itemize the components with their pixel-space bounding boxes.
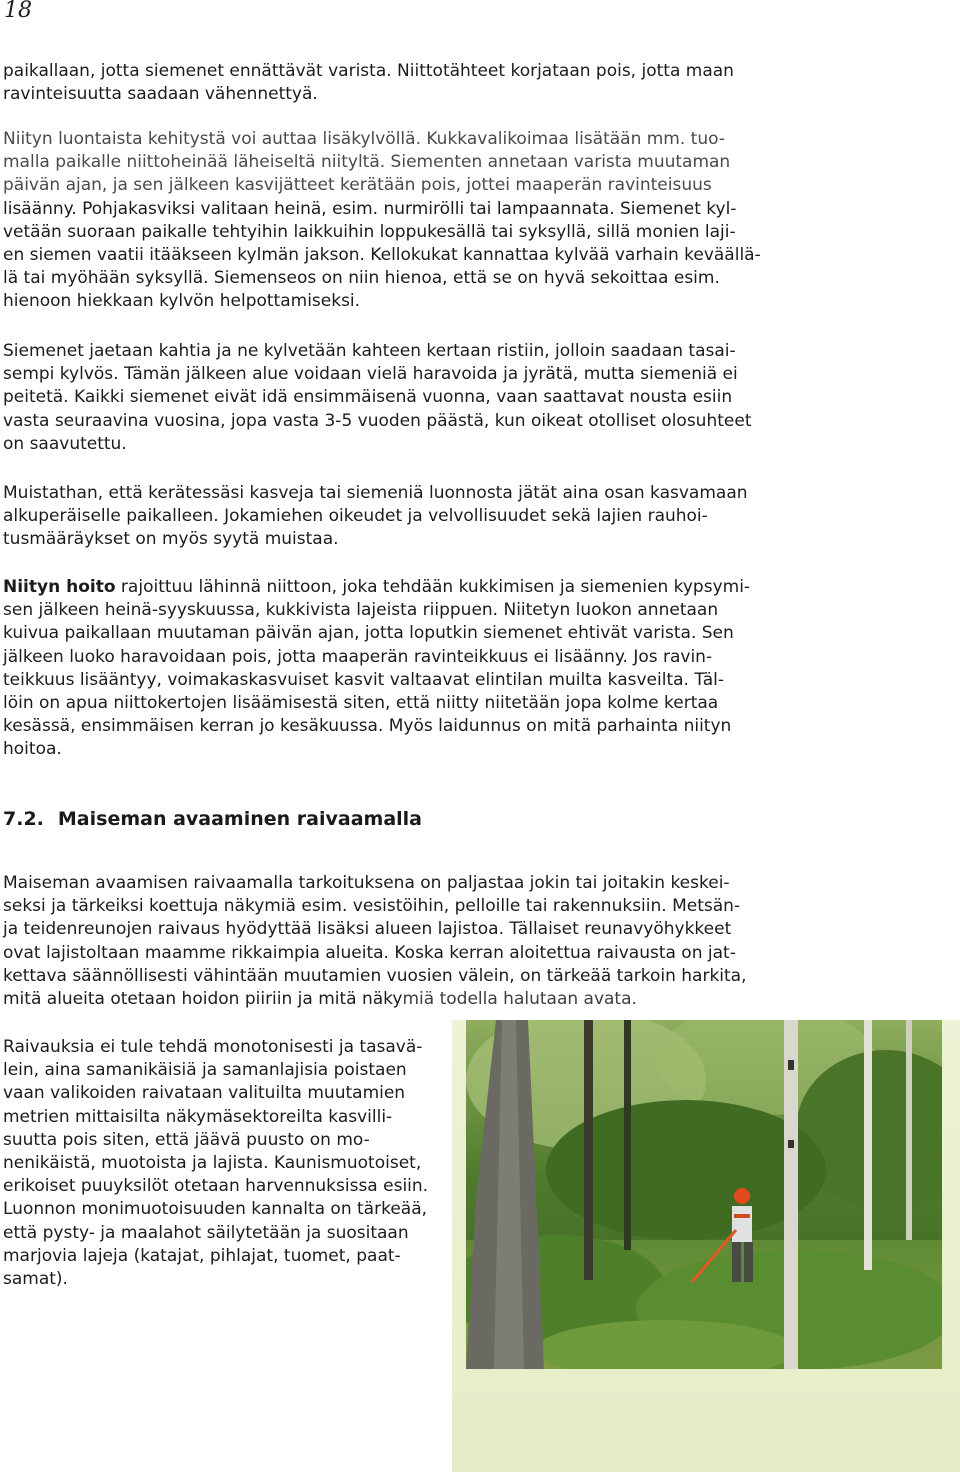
text-line: suutta pois siten, että jäävä puusto on mo- [3,1129,370,1150]
text-line: Niityn luontaista kehitystä voi auttaa lisäkylvöllä. Kukkavalikoimaa lisätään mm. tuo- [3,129,725,149]
section-heading [3,808,422,830]
paragraph-meadow-care [3,576,750,762]
text-line: sempi kylvös. Tämän jälkeen alue voidaan vielä haravoida ja jyrätä, mutta siemeniä ei [3,364,738,385]
text-line: vaan valikoiden raivataan valituilta muutamien [3,1083,406,1104]
text-run: miä todella halutaan avata. [402,989,637,1010]
forest-clearing-photo [466,1020,942,1369]
text-line: Maiseman avaamisen raivaamalla tarkoituksena on paljastaa jokin tai joitakin keskei- [3,873,730,893]
text-line [3,576,750,599]
page-number: 18 [4,0,32,23]
paragraph-clearing-guidelines [3,1036,428,1291]
text-run: rajoittuu lähinnä niittoon, joka tehdään kukkimisen ja siemenien kypsymi- [115,577,751,597]
section-title: Maiseman avaaminen raivaamalla [57,808,422,830]
paragraph-landscape-opening [3,872,747,1011]
text-line: lein, aina samanikäisiä ja samanlajisia poistaen [3,1060,407,1081]
text-line: malla paikalle niittoheinää läheiseltä niityltä. Siementen annetaan varista muutaman [3,152,731,173]
text-line: peitetä. Kaikki siemenet eivät idä ensimmäisenä vuonna, vaan saattavat nousta esiin [3,387,733,408]
text-line: teikkuus lisääntyy, voimakaskasvuiset kasvit valtaavat elintilan muilta kasveilta. Täl- [3,669,725,690]
text-line: löin on apua niittokertojen lisäämisestä siten, että niitty niitetään jopa kolme kertaa [3,693,719,714]
section-number: 7.2. [3,808,44,830]
bold-term: Niityn hoito [3,577,116,597]
text-line: vetään suoraan paikalle tehtyihin laikkuihin loppukesällä tai syksyllä, sillä monien laji- [3,221,736,242]
text-line: lä tai myöhään syksyllä. Siemenseos on niin hienoa, että se on hyvä sekoittaa esim. [3,268,720,289]
text-line: kettava säännöllisesti vähintään muutamien vuosien välein, on tärkeää tarkoin harkita, [3,965,747,986]
text-line: päivän ajan, ja sen jälkeen kasvijätteet kerätään pois, jottei maaperän ravinteisuus [3,175,712,196]
text-line: Raivauksia ei tule tehdä monotonisesti ja tasavä- [3,1037,423,1057]
paragraph-sowing-method [3,340,751,456]
text-line: alkuperäiselle paikalleen. Jokamiehen oikeudet ja velvollisuudet sekä lajien rauhoi- [3,506,708,527]
text-line: hoitoa. [3,739,62,760]
text-line: on saavutettu. [3,433,127,454]
text-line: metrien mittaisilta näkymäsektoreilta kasvilli- [3,1106,393,1127]
text-line: Muistathan, että kerätessäsi kasveja tai siemeniä luonnosta jätät aina osan kasvamaan [3,483,748,503]
text-line: marjovia lajeja (katajat, pihlajat, tuomet, paat- [3,1245,401,1266]
paragraph-seed-drying [3,60,734,106]
paragraph-supplementary-sowing [3,128,761,314]
text-line: nenikäistä, muotoista ja lajista. Kaunismuotoiset, [3,1153,422,1174]
text-line: Luonnon monimuotoisuuden kannalta on tärkeää, [3,1199,428,1220]
text-line: ravinteisuutta saadaan vähennettyä. [3,84,318,105]
text-line: paikallaan, jotta siemenet ennättävät varista. Niittotähteet korjataan pois, jotta maan [3,61,734,81]
text-line: ja teidenreunojen raivaus hyödyttää lisäksi alueen lajistoa. Tällaiset reunavyöhykkeet [3,919,732,940]
text-line: vasta seuraavina vuosina, jopa vasta 3-5 vuoden päästä, kun oikeat otolliset olosuhteet [3,410,752,431]
text-line: jälkeen luoko haravoidaan pois, jotta maaperän ravinteikkuus ei lisäänny. Jos ravin- [3,646,713,667]
text-line: lisäänny. Pohjakasviksi valitaan heinä, esim. nurmirölli tai lampaannata. Siemenet kyl- [3,198,737,219]
paragraph-collecting-reminder [3,482,748,552]
text-line: kesässä, ensimmäisen kerran jo kesäkuussa. Myös laidunnus on mitä parhainta niityn [3,716,732,737]
text-line: en siemen vaatii itääkseen kylmän jakson. Kellokukat kannattaa kylvää varhain keväällä- [3,245,761,266]
text-line: tusmääräykset on myös syytä muistaa. [3,529,339,550]
text-line: samat). [3,1269,68,1290]
text-line: ovat lajistoltaan maamme rikkaimpia alueita. Koska kerran aloitettua raivausta on jat- [3,942,736,963]
text-line [3,988,747,1011]
text-run: mitä alueita otetaan hoidon piiriin ja mitä näky [3,989,403,1010]
text-line: seksi ja tärkeiksi koettuja näkymiä esim. vesistöihin, pelloille tai rakennuksiin. Metsän- [3,896,741,917]
text-line: sen jälkeen heinä-syyskuussa, kukkivista lajeista riippuen. Niitetyn luokon annetaan [3,600,719,621]
text-line: Siemenet jaetaan kahtia ja ne kylvetään kahteen kertaan ristiin, jolloin saadaan tasai- [3,341,736,361]
text-line: erikoiset puuyksilöt otetaan harvennuksissa esiin. [3,1176,429,1197]
text-line: kuivua paikallaan muutaman päivän ajan, jotta loputkin siemenet ehtivät varista. Sen [3,623,734,644]
text-line: hienoon hiekkaan kylvön helpottamiseksi. [3,291,361,312]
text-line: että pysty- ja maalahot säilytetään ja suositaan [3,1222,409,1243]
